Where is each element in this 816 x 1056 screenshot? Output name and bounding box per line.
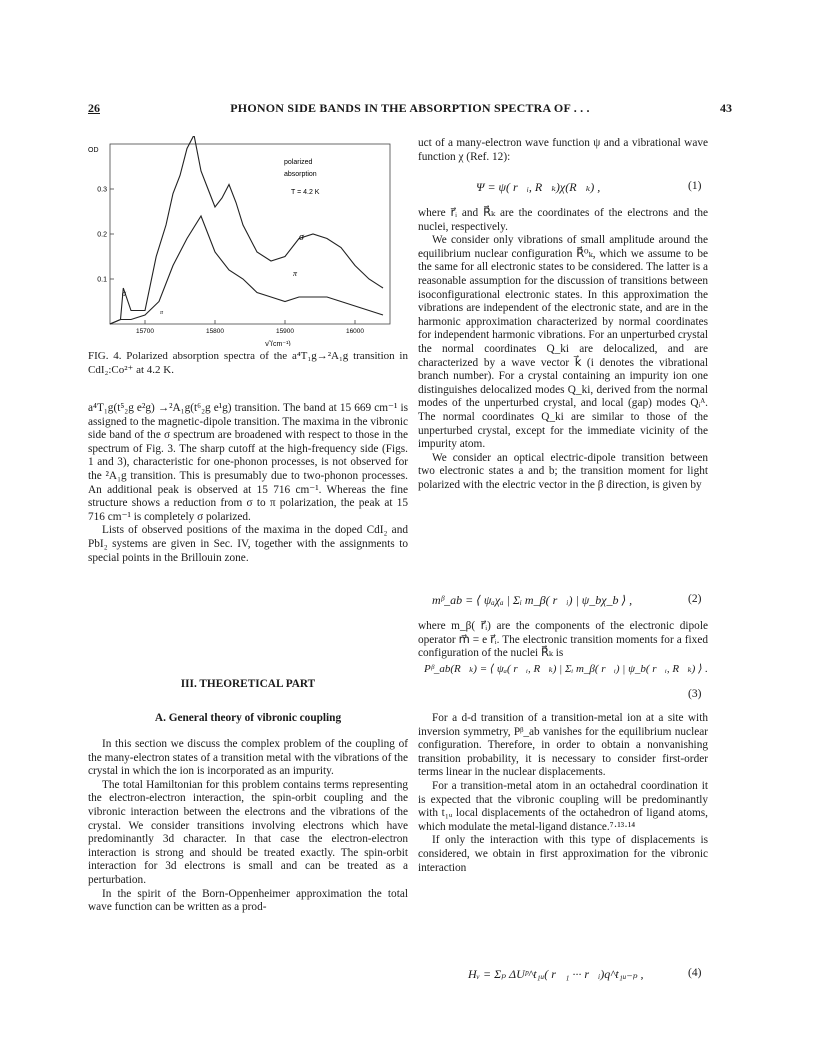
sigma-series-line [110,136,383,324]
right-paragraph-1: where r⃗ᵢ and R⃗ₖ are the coordinates of the electrons and the nuclei, respectively. [418,207,708,233]
legend-polarized: polarized [284,159,313,166]
legend-absorption: absorption [284,171,317,178]
equation-1-number: (1) [688,180,702,192]
spectrum-chart [88,136,408,346]
equation-4-number: (4) [688,967,702,979]
right-paragraph-4: where m_β( r⃗ᵢ) are the components of the electronic dipole operator m⃗ = e r⃗ᵢ. The electronic transition moments for a fixed configuration of the nuclei R⃗ₖ is [418,620,708,660]
od-axis-label: OD [88,147,99,154]
right-paragraph-0: uct of a many-electron wave function ψ and a vibrational wave function χ (Ref. 12): [418,137,708,163]
journal-page-number: 43 [720,101,732,115]
left-paragraph-3: In this section we discuss the complex problem of the coupling of the many-electron states of a transition metal with the vibrations of the crystal in which the ion is incorporated as an impurity. [88,738,408,778]
equation-2-number: (2) [688,593,702,605]
y-ticks [97,187,114,284]
x-tick-label: 15900 [275,328,295,335]
figure-caption: FIG. 4. Polarized absorption spectra of the a⁴T₁g→²A₁g transition in CdI₂:Co²⁺ at 4.2 K. [88,350,408,376]
sigma-curve-label: σ [299,232,304,243]
right-paragraph-6: For a transition-metal atom in an octahedral coordination it is expected that the vibronic coupling will be predominantly with t₁ᵤ local displacements of the octahedron of ligand atoms, which modulate the metal-ligand distance.⁷·¹³·¹⁴ [418,779,708,833]
left-column [88,402,408,565]
left-paragraph-4: The total Hamiltonian for this problem contains terms representing the electron-electron interaction, the spin-orbit coupling and the vibronic interaction between the electrons and the vibrations of the crystal. We consider transitions involving electrons which have predominantly 3d character. In that case the electron-electron interaction is strong and should be treated exactly. The spin-orbit interaction for 3d electrons is small and can be treated as a perturbation. [88,778,408,886]
left-paragraph-2: Lists of observed positions of the maxima in the doped CdI₂ and PbI₂ systems are given in Sec. IV, together with the assignments to special points in the Brillouin zone. [88,524,408,564]
legend-temperature: T = 4.2 K [291,189,320,196]
y-tick-label: 0.1 [97,276,107,284]
pi-curve-label: π [293,269,298,278]
right-column-block-2 [418,712,708,875]
y-tick-label: 0.3 [97,186,107,194]
x-tick-label: 16000 [345,328,365,335]
right-paragraph-3: We consider an optical electric-dipole transition between two electronic states a and b; the transition moment for light polarized with the electric vector in the β direction, is given by [418,451,708,491]
equation-3: Pᵝ_ab(R⃗ₖ) = ⟨ ψₐ( r⃗ᵢ, R⃗ₖ) | Σᵢ m_β( r⃗ᵢ) | ψ_b( r⃗ᵢ, R⃗ₖ) ⟩ . [424,663,708,675]
pi-curve-label-low: π [160,310,164,316]
x-axis-unit-label: ν̃ (cm⁻¹) [265,341,291,346]
x-tick-label: 15800 [205,328,225,335]
right-paragraph-2: We consider only vibrations of small amplitude around the equilibrium nuclear configuration R⃗⁰ₖ, which we assume to be the same for all electronic states to be considered. The latter is a reasonable assumption for the discussion of transitions between isoconfigurational electronic states. In this approximation the vibrations are independent of the electronic state, and are in the harmonic approximation characterized by normal coordinates for independent harmonic vibrations. For an unperturbed crystal the normal coordinates Q_ki are delocalized, and are characterized by a wave vector k⃗ (i denotes the vibrational branch number). For a crystal containing an impurity ion one distinguishes delocalized modes Q_ki, derived from the normal modes of the unperturbed crystal, and local (gap) modes Qᵢᴬ. The normal coordinates Q_ki are similar to those of the unperturbed crystal, except for the immediate vicinity of the impurity atom. [418,234,708,451]
section-heading: III. THEORETICAL PART [180,678,316,690]
right-paragraph-5: For a d-d transition of a transition-metal ion at a site with inversion symmetry, Pᵝ_ab vanishes for the equilibrium nuclear configuration. Therefore, in order to obtain a nonvanishing transition probability, it is necessary to consider first-order terms linear in the nuclear displacements. [418,712,708,779]
running-title: PHONON SIDE BANDS IN THE ABSORPTION SPECTRA OF . . . [230,101,590,115]
left-column-lower [88,738,408,915]
running-header [88,101,732,117]
plot-frame [110,144,390,324]
page-number: 26 [88,101,100,115]
subsection-heading: A. General theory of vibronic coupling [154,712,342,724]
equation-1: Ψ = ψ( r⃗ᵢ, R⃗ₖ)χ(R⃗ₖ) , [476,180,601,194]
x-ticks [136,320,364,335]
equation-4: Hᵥ = Σₚ ΔUᵖ^t₁ᵤ( r⃗₁ ··· r⃗ᵢ)q^t₁ᵤ₋ₚ , [468,967,644,981]
right-column-block-1 [418,207,708,492]
left-paragraph-1: a⁴T₁g(t⁵₂g e²g) →²A₁g(t⁶₂g e¹g) transition. The band at 15 669 cm⁻¹ is assigned to the magnetic-dipole transition. The maxima in the vibronic side band of the σ spectrum are broadened with respect to those in the spectrum of Fig. 3. The sharp cutoff at the high-frequency side (Figs. 1 and 3), characteristic for one-phonon processes, is not observed for the ²A₁g transition. This is presumably due to two-phonon processes. An additional peak is observed at 15 716 cm⁻¹. Whereas the fine structure shows a reduction from σ to π polarization, the peak at 15 716 cm⁻¹ is completely σ polarized. [88,402,408,523]
equation-3-number: (3) [688,688,702,700]
x-tick-label: 15700 [135,328,155,335]
equation-2: mᵝ_ab = ⟨ ψₐχₐ | Σᵢ m_β( r⃗ᵢ) | ψ_bχ_b ⟩ , [432,593,633,607]
left-paragraph-5: In the spirit of the Born-Oppenheimer approximation the total wave function can be written as a prod- [88,887,408,914]
sigma-curve-label-low: σ [122,289,126,298]
figure-4 [88,136,408,346]
y-tick-label: 0.2 [97,231,107,239]
right-paragraph-7: If only the interaction with this type of displacements is considered, we obtain in first approximation for the vibronic interaction [418,834,708,874]
